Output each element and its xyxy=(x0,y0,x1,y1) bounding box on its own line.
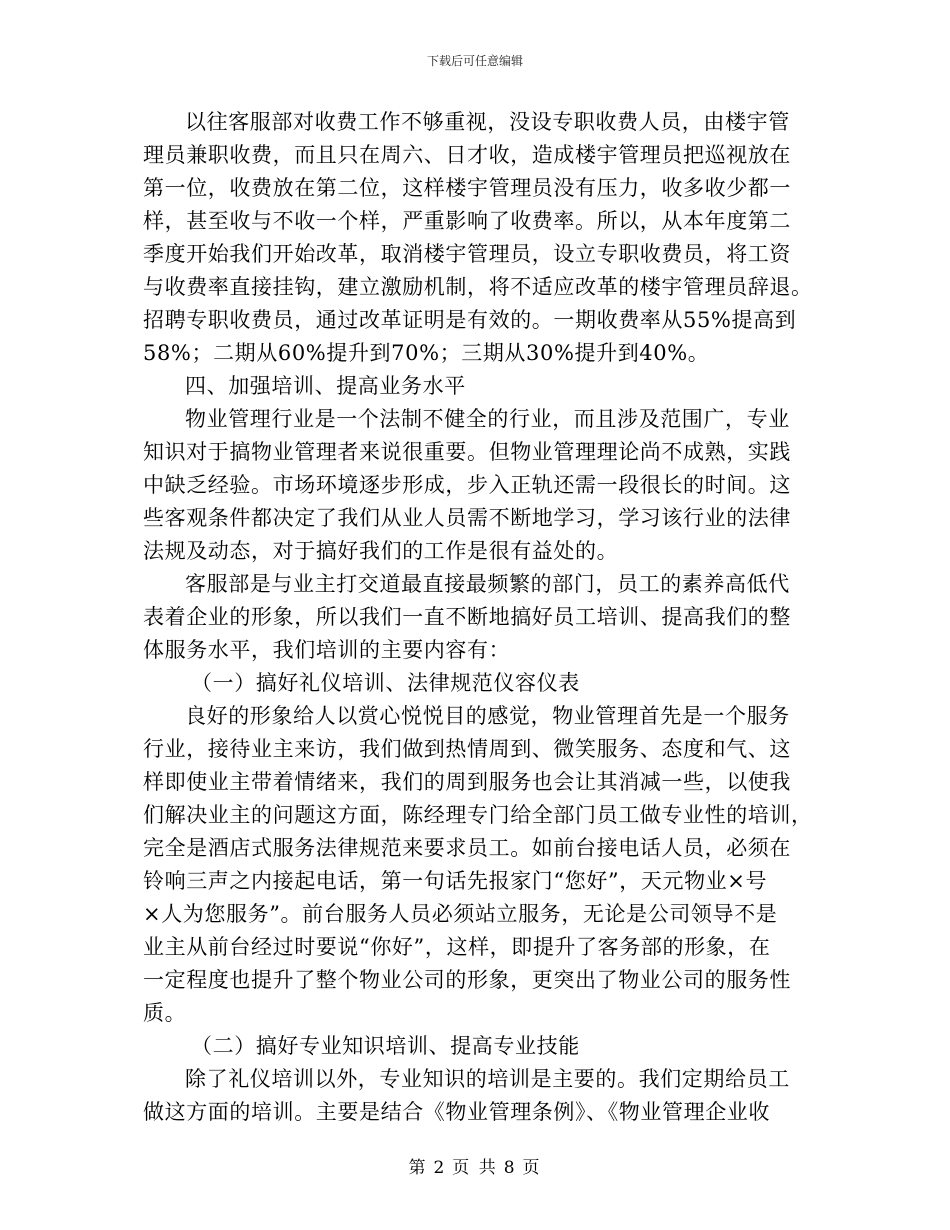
text-line: 除了礼仪培训以外，专业知识的培训是主要的。我们定期给员工 xyxy=(185,1067,790,1091)
text-line: 样，甚至收与不收一个样，严重影响了收费率。所以，从本年度第二 xyxy=(143,209,791,233)
text-line: 第一位，收费放在第二位，这样楼宇管理员没有压力，收多收少都一 xyxy=(143,176,791,200)
text-line: 表着企业的形象，所以我们一直不断地搞好员工培训、提高我们的整 xyxy=(143,605,791,629)
subsection-heading: （一）搞好礼仪培训、法律规范仪容仪表 xyxy=(191,671,580,695)
text-line: 招聘专职收费员，通过改革证明是有效的。一期收费率从55%提高到 xyxy=(143,308,797,332)
text-line: 季度开始我们开始改革，取消楼宇管理员，设立专职收费员，将工资 xyxy=(143,242,791,266)
text-line: 体服务水平，我们培训的主要内容有： xyxy=(143,638,511,662)
text-line: 中缺乏经验。市场环境逐步形成，步入正轨还需一段很长的时间。这 xyxy=(143,473,791,497)
text-line: 物业管理行业是一个法制不健全的行业，而且涉及范围广，专业 xyxy=(185,407,790,431)
text-line: 与收费率直接挂钩，建立激励机制，将不适应改革的楼宇管理员辞退。 xyxy=(143,275,813,299)
text-line: 质。 xyxy=(143,1001,187,1025)
text-line: 客服部是与业主打交道最直接最频繁的部门，员工的素养高低代 xyxy=(185,572,790,596)
text-line: 知识对于搞物业管理者来说很重要。但物业管理理论尚不成熟，实践 xyxy=(143,440,791,464)
text-line: 铃响三声之内接起电话，第一句话先报家门“您好”，天元物业×号 xyxy=(143,869,768,893)
page-footer xyxy=(0,1153,950,1178)
footer-mid: 页 共 xyxy=(452,1158,498,1178)
text-line: 法规及动态，对于搞好我们的工作是很有益处的。 xyxy=(143,539,619,563)
footer-prefix: 第 xyxy=(408,1158,428,1178)
page-header: 下载后可任意编辑 xyxy=(426,54,523,68)
text-line: 良好的形象给人以赏心悦悦目的感觉，物业管理首先是一个服务 xyxy=(185,704,790,728)
text-line: 完全是酒店式服务法律规范来要求员工。如前台接电话人员，必须在 xyxy=(143,836,791,860)
section-heading: 四、加强培训、提高业务水平 xyxy=(185,374,466,398)
footer-suffix: 页 xyxy=(522,1158,542,1178)
text-line: 们解决业主的问题这方面，陈经理专门给全部门员工做专业性的培训， xyxy=(143,803,813,827)
subsection-heading: （二）搞好专业知识培训、提高专业技能 xyxy=(191,1034,580,1058)
text-line: 58%；二期从60%提升到70%；三期从30%提升到40%。 xyxy=(143,341,710,365)
text-line: 行业，接待业主来访，我们做到热情周到、微笑服务、态度和气、这 xyxy=(143,737,791,761)
text-line: 理员兼职收费，而且只在周六、日才收，造成楼宇管理员把巡视放在 xyxy=(143,143,791,167)
text-line: 些客观条件都决定了我们从业人员需不断地学习，学习该行业的法律 xyxy=(143,506,791,530)
text-line: 做这方面的培训。主要是结合《物业管理条例》、《物业管理企业收 xyxy=(143,1100,770,1124)
document-body xyxy=(143,106,823,1129)
text-line: 样即使业主带着情绪来，我们的周到服务也会让其消减一些，以使我 xyxy=(143,770,791,794)
text-line: ×人为您服务”。前台服务人员必须站立服务，无论是公司领导不是 xyxy=(143,902,778,926)
text-line: 以往客服部对收费工作不够重视，没设专职收费人员，由楼宇管 xyxy=(185,110,790,134)
text-line: 业主从前台经过时要说“你好”，这样，即提升了客务部的形象，在 xyxy=(143,935,771,959)
text-line: 一定程度也提升了整个物业公司的形象，更突出了物业公司的服务性 xyxy=(143,968,791,992)
page-total: 8 xyxy=(503,1158,517,1178)
page-number: 2 xyxy=(433,1158,447,1178)
